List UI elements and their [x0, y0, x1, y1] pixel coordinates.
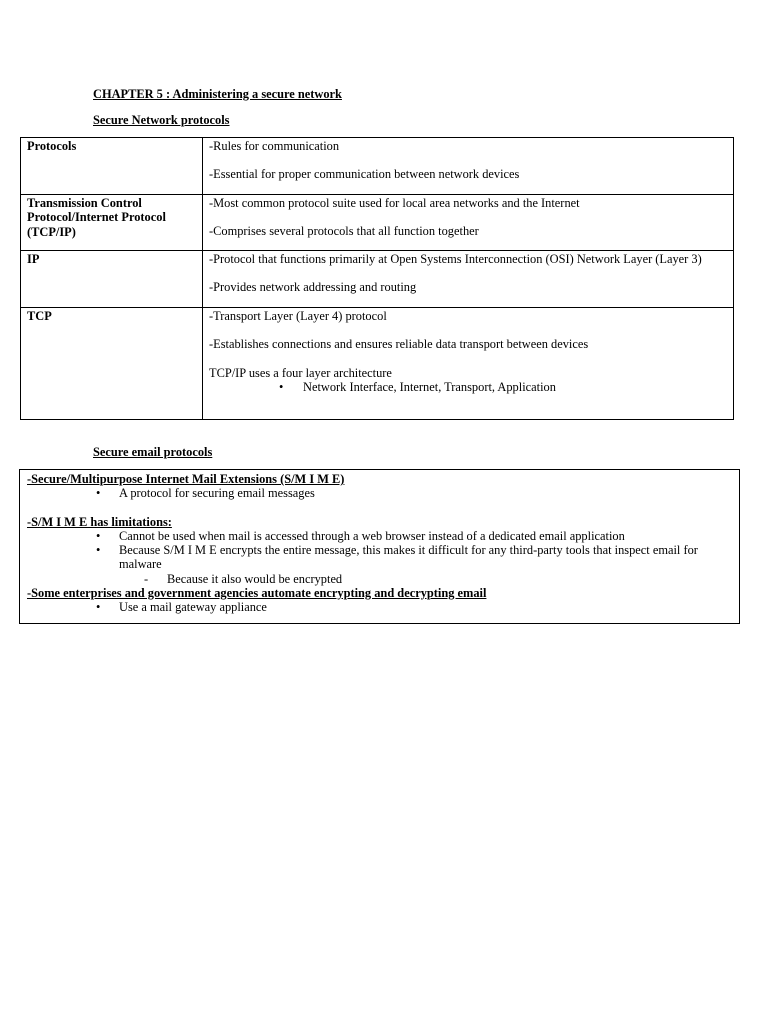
email-protocols-box — [19, 469, 740, 624]
term-cell: Transmission Control Protocol/Internet Protocol (TCP/IP) — [21, 195, 203, 251]
network-protocols-heading: Secure Network protocols — [93, 113, 230, 127]
description-line: -Protocol that functions primarily at Open Systems Interconnection (OSI) Network Layer (Layer 3) — [209, 252, 702, 266]
bullet-icon: • — [96, 600, 101, 615]
email-section-heading: -Some enterprises and government agencies automate encrypting and decrypting email — [27, 585, 487, 600]
table-row — [21, 195, 734, 251]
table-row — [21, 308, 734, 420]
description-line: -Comprises several protocols that all function together — [209, 224, 479, 239]
dash-icon: - — [144, 571, 149, 586]
bullet-item — [27, 543, 732, 572]
dash-text: Because it also would be encrypted — [167, 571, 343, 586]
description-line: TCP/IP uses a four layer architecture — [209, 365, 392, 380]
description-line: -Rules for communication — [209, 139, 340, 153]
bullet-icon: • — [279, 379, 284, 394]
description-line: -Most common protocol suite used for local area networks and the Internet — [209, 196, 580, 210]
protocol-table — [20, 137, 734, 420]
email-protocols-heading: Secure email protocols — [93, 445, 213, 459]
bullet-text: Cannot be used when mail is accessed through a web browser instead of a dedicated email application — [119, 528, 625, 543]
description-line: -Provides network addressing and routing — [209, 280, 417, 295]
bullet-text: Use a mail gateway appliance — [119, 600, 267, 615]
email-section-heading: -Secure/Multipurpose Internet Mail Extensions (S/M I M E) — [27, 472, 345, 486]
table-row — [21, 138, 734, 195]
term-cell: TCP — [21, 308, 203, 420]
bullet-text: Network Interface, Internet, Transport, Application — [303, 379, 556, 394]
description-line: -Establishes connections and ensures reliable data transport between devices — [209, 337, 589, 352]
bullet-item — [27, 486, 732, 500]
description-cell — [203, 138, 734, 195]
description-cell — [203, 251, 734, 308]
bullet-text: Because S/M I M E encrypts the entire message, this makes it difficult for any third-party tools that inspect email for malware — [119, 543, 698, 572]
email-section-heading: -S/M I M E has limitations: — [27, 514, 172, 529]
description-line: -Transport Layer (Layer 4) protocol — [209, 309, 387, 323]
bullet-icon: • — [96, 486, 101, 501]
table-row — [21, 251, 734, 308]
dash-item — [27, 572, 732, 586]
bullet-item — [27, 529, 732, 543]
term-cell: IP — [21, 251, 203, 308]
bullet-icon: • — [96, 528, 101, 543]
description-line: -Essential for proper communication between network devices — [209, 167, 520, 182]
bullet-icon: • — [96, 543, 101, 558]
description-cell — [203, 308, 734, 420]
bullet-text: A protocol for securing email messages — [119, 486, 315, 501]
chapter-title: CHAPTER 5 : Administering a secure network — [93, 87, 342, 101]
description-cell — [203, 195, 734, 251]
term-cell: Protocols — [21, 138, 203, 195]
bullet-item — [209, 380, 727, 394]
bullet-item — [27, 600, 732, 614]
